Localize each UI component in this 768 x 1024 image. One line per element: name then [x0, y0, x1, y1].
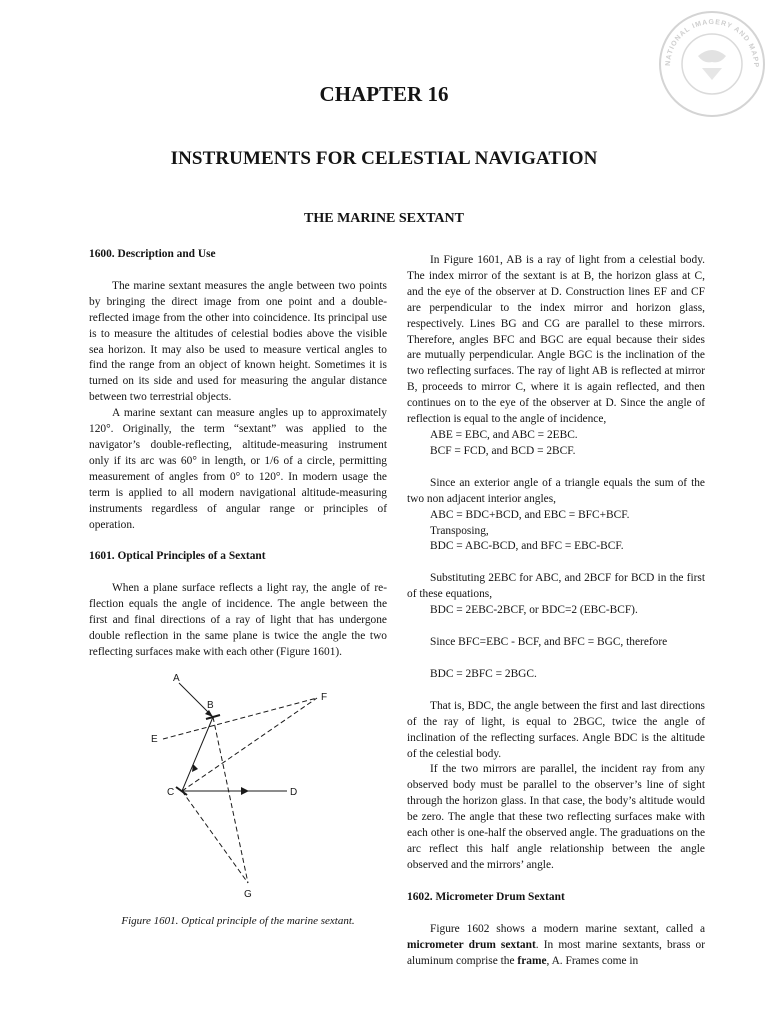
section-title: THE MARINE SEXTANT — [304, 211, 464, 226]
equation-5: BDC = ABC-BCD, and BFC = EBC-BCF. — [430, 540, 624, 553]
arrowhead-cd — [241, 787, 249, 795]
heading-1601: 1601. Optical Principles of a Sextant — [89, 550, 266, 563]
label-f: F — [321, 691, 328, 703]
line-cf — [182, 698, 317, 791]
label-d: D — [290, 786, 298, 798]
equation-7: Since BFC=EBC - BCF, and BFC = BGC, therefore — [430, 636, 668, 649]
equation-8: BDC = 2BFC = 2BGC. — [430, 667, 537, 680]
label-c: C — [167, 786, 175, 798]
equation-transposing: Transposing, — [430, 524, 489, 537]
text-fragment: . In most marine sextants, brass or aluminum comprise the — [407, 938, 705, 967]
term-frame: frame — [517, 954, 547, 967]
arrowhead-bc — [192, 764, 198, 772]
line-ef — [163, 698, 317, 739]
paragraph-optics: When a plane surface reflects a light ray, the angle of re- flection equals the angle of incidence. The angle between the first and final directions of a ray of light that has undergone double reflection in the same plane is twice the angle the two reflecting surfaces make with each other (Figure 1601). — [89, 582, 387, 658]
text-fragment: , A. Frames come in — [546, 954, 639, 967]
paragraph-micrometer — [407, 922, 705, 970]
chapter-title: INSTRUMENTS FOR CELESTIAL NAVIGATION — [170, 148, 598, 169]
label-a: A — [173, 672, 180, 684]
equation-1: ABE = EBC, and ABC = 2EBC. — [430, 428, 578, 441]
equation-2: BCF = FCD, and BCD = 2BCF. — [430, 444, 576, 457]
paragraph-range: A marine sextant can measure angles up to approximately 120°. Originally, the term “sextant” was applied to the navigator’s double-reflecting, altitude-measuring instrument only if its arc was 60° in length, or 1/6 of a circle, permitting measurement of angles from 0° to 120°. In modern usage the term is applied to all modern navigational altitude-measuring instruments regardless of angular range or principles of operation. — [89, 407, 387, 531]
equation-6: BDC = 2EBC-2BCF, or BDC=2 (EBC-BCF). — [430, 604, 638, 617]
paragraph-description: The marine sextant measures the angle between two points by bringing the direct image from one point and a double-reflected image from the other into coincidence. Its principal use is to measure the altitudes of celestial bodies above the visible sea horizon. It may also be used to measure vertical angles to find the range from an object of known height. Sometimes it is turned on its side and used for measuring the angular distance between two terrestrial objects. — [89, 279, 387, 404]
paragraph-substituting: Substituting 2EBC for ABC, and 2BCF for BCD in the first of these equations, — [407, 572, 705, 601]
text-fragment: Figure 1602 shows a modern marine sextant, called a — [430, 922, 705, 935]
figure-caption: Figure 1601. Optical principle of the marine sextant. — [121, 914, 355, 927]
paragraph-parallel-mirrors: If the two mirrors are parallel, the incident ray from any observed body must be parallel to the observer’s line of sight through the horizon glass. In that case, the body’s altitude would be zero. The angle that these two reflecting surfaces make with each other is one-half the observed angle. The graduations on the arc reflect this half angle relationship between the angle observed and the mirrors’ angle. — [407, 763, 705, 871]
optical-diagram — [89, 669, 387, 914]
figure-1601 — [89, 669, 387, 914]
label-e: E — [151, 733, 158, 745]
paragraph-exterior-angle: Since an exterior angle of a triangle equals the sum of the two non adjacent interior angles, — [407, 476, 705, 505]
paragraph-figure-explanation: In Figure 1601, AB is a ray of light from a celestial body. The index mirror of the sextant is at B, the horizon glass at C, and the eye of the observer at D. Construction lines EF and CF are perpendicular to the index mirror and horizon glass, respectively. Lines BG and CG are parallel to these mirrors. Therefore, angles BFC and BGC are equal because their sides are mutually perpendicular. Angle BGC is the inclination of the two reflecting surfaces. The ray of light AB is reflected at mirror B, proceeds to mirror C, where it is again reflected, and then continues on to the eye of the observer at D. Since the angle of reflection is equal to the angle of incidence, — [407, 254, 705, 426]
left-column — [89, 247, 387, 930]
paragraph-conclusion: That is, BDC, the angle between the first and last directions of the ray of light, is equal to 2BGC, twice the angle of inclination of the reflecting surfaces. Angle BDC is the altitude of the celestial body. — [407, 699, 705, 760]
heading-1602: 1602. Micrometer Drum Sextant — [407, 890, 565, 903]
term-micrometer-drum-sextant: micrometer drum sextant — [407, 938, 536, 951]
arrowhead-ab — [205, 710, 213, 717]
heading-1600: 1600. Description and Use — [89, 248, 216, 260]
equation-3: ABC = BDC+BCD, and EBC = BFC+BCF. — [430, 508, 630, 521]
watermark-text: NATIONAL IMAGERY AND MAPP — [664, 18, 760, 69]
label-g: G — [244, 888, 252, 900]
label-b: B — [207, 699, 214, 711]
chapter-heading: CHAPTER 16 — [319, 82, 449, 106]
right-column — [407, 253, 705, 969]
